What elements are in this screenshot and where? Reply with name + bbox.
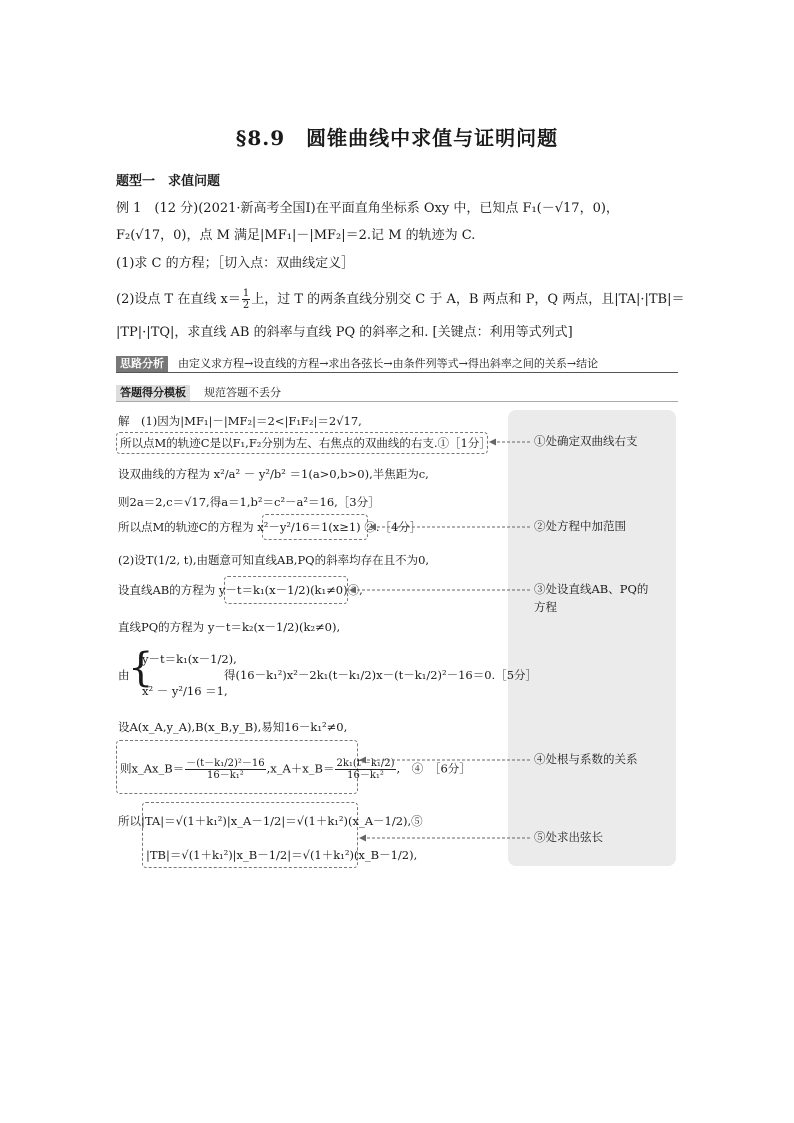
system-result: 得(16－k₁²)x²－2k₁(t－k₁/2)x－(t－k₁/2)²－16＝0.［5分］ xyxy=(224,668,538,682)
solution-line-3: 设双曲线的方程为 x²/a² － y²/b² ＝1(a>0,b>0),半焦距为c, xyxy=(118,467,429,481)
solution-line-10: 设A(x_A,y_A),B(x_B,y_B),易知16－k₁²≠0, xyxy=(118,720,348,734)
solution-line-1: 解 (1)因为|MF₁|－|MF₂|＝2<|F₁F₂|＝2√17, xyxy=(118,414,362,428)
problem-line-4-b: 上，过 T 的两条直线分别交 C 于 A，B 两点和 P，Q 两点，且|TA|·|TB|＝ xyxy=(251,292,685,307)
problem-line-2: F₂(√17，0)，点 M 满足|MF₁|－|MF₂|＝2.记 M 的轨迹为 C. xyxy=(116,228,476,243)
system-you: 由 xyxy=(118,668,130,682)
solution-line-5: 所以点M的轨迹C的方程为 x²－y²/16＝1(x≥1) ②.［4分］ xyxy=(118,520,422,534)
system-eq-1: y－t＝k₁(x－1/2), xyxy=(142,652,237,666)
problem-line-1: 例 1 (12 分)(2021·新高考全国Ⅰ)在平面直角坐标系 Oxy 中，已知点 F₁(－√17，0)， xyxy=(116,201,619,216)
solution-line-13: |TB|＝√(1＋k₁²)|x_B－1/2|＝√(1＋k₁²)(x_B－1/2), xyxy=(146,848,418,862)
vieta-product-label: 则x_Ax_B＝ xyxy=(120,761,185,776)
note-1: ①处确定双曲线右支 xyxy=(534,434,638,448)
solution-line-12: 所以|TA|＝√(1＋k₁²)|x_A－1/2|＝√(1＋k₁²)(x_A－1/2),⑤ xyxy=(118,814,423,828)
system-eq-2: x² － y²/16 ＝1, xyxy=(142,684,228,698)
analysis-text: 由定义求方程→设直线的方程→求出各弦长→由条件列等式→得出斜率之间的关系→结论 xyxy=(178,357,599,370)
section-heading: 题型一 求值问题 xyxy=(116,174,221,189)
vieta-tail: , ④ ［6分］ xyxy=(396,761,471,776)
vieta-sum-numerator: 2k₁(t－k₁/2) xyxy=(336,758,395,769)
note-4: ④处根与系数的关系 xyxy=(534,752,638,766)
solution-line-4: 则2a＝2,c＝√17,得a＝1,b²＝c²－a²＝16,［3分］ xyxy=(118,495,380,509)
note-3b: 方程 xyxy=(534,600,557,614)
vieta-product-denominator: 16－k₁² xyxy=(207,770,244,781)
solution-line-6: (2)设T(1/2, t),由题意可知直线AB,PQ的斜率均存在且不为0, xyxy=(118,553,430,567)
fraction-numerator: 1 xyxy=(242,288,250,299)
problem-line-5: |TP|·|TQ|，求直线 AB 的斜率与直线 PQ 的斜率之和. [关键点：利用等式列式] xyxy=(116,325,573,340)
problem-line-4-a: (2)设点 T 在直线 x＝ xyxy=(116,292,241,307)
note-2: ②处方程中加范围 xyxy=(534,519,626,533)
note-3a: ③处设直线AB、PQ的 xyxy=(534,582,649,596)
page-title: §8.9 圆锥曲线中求值与证明问题 xyxy=(235,126,559,150)
solution-line-7: 设直线AB的方程为 y－t＝k₁(x－1/2)(k₁≠0)③, xyxy=(118,583,363,597)
vieta-product-numerator: －(t－k₁/2)²－16 xyxy=(186,758,265,769)
problem-line-3: (1)求 C 的方程；［切入点：双曲线定义］ xyxy=(116,256,355,271)
analysis-tag: 思路分析 xyxy=(116,356,168,372)
fraction-denominator: 2 xyxy=(242,300,250,311)
vieta-sum-denominator: 16－k₁² xyxy=(347,770,384,781)
solution-line-2: 所以点M的轨迹C是以F₁,F₂分别为左、右焦点的双曲线的右支.①［1分］ xyxy=(120,436,491,450)
template-subtitle: 规范答题不丢分 xyxy=(204,386,281,399)
template-tag: 答题得分模板 xyxy=(116,385,190,401)
note-5: ⑤处求出弦长 xyxy=(534,830,603,844)
solution-line-8: 直线PQ的方程为 y－t＝k₂(x－1/2)(k₂≠0), xyxy=(118,620,341,634)
system-brace: { xyxy=(128,645,154,691)
vieta-sum-label: ,x_A＋x_B＝ xyxy=(266,761,335,776)
